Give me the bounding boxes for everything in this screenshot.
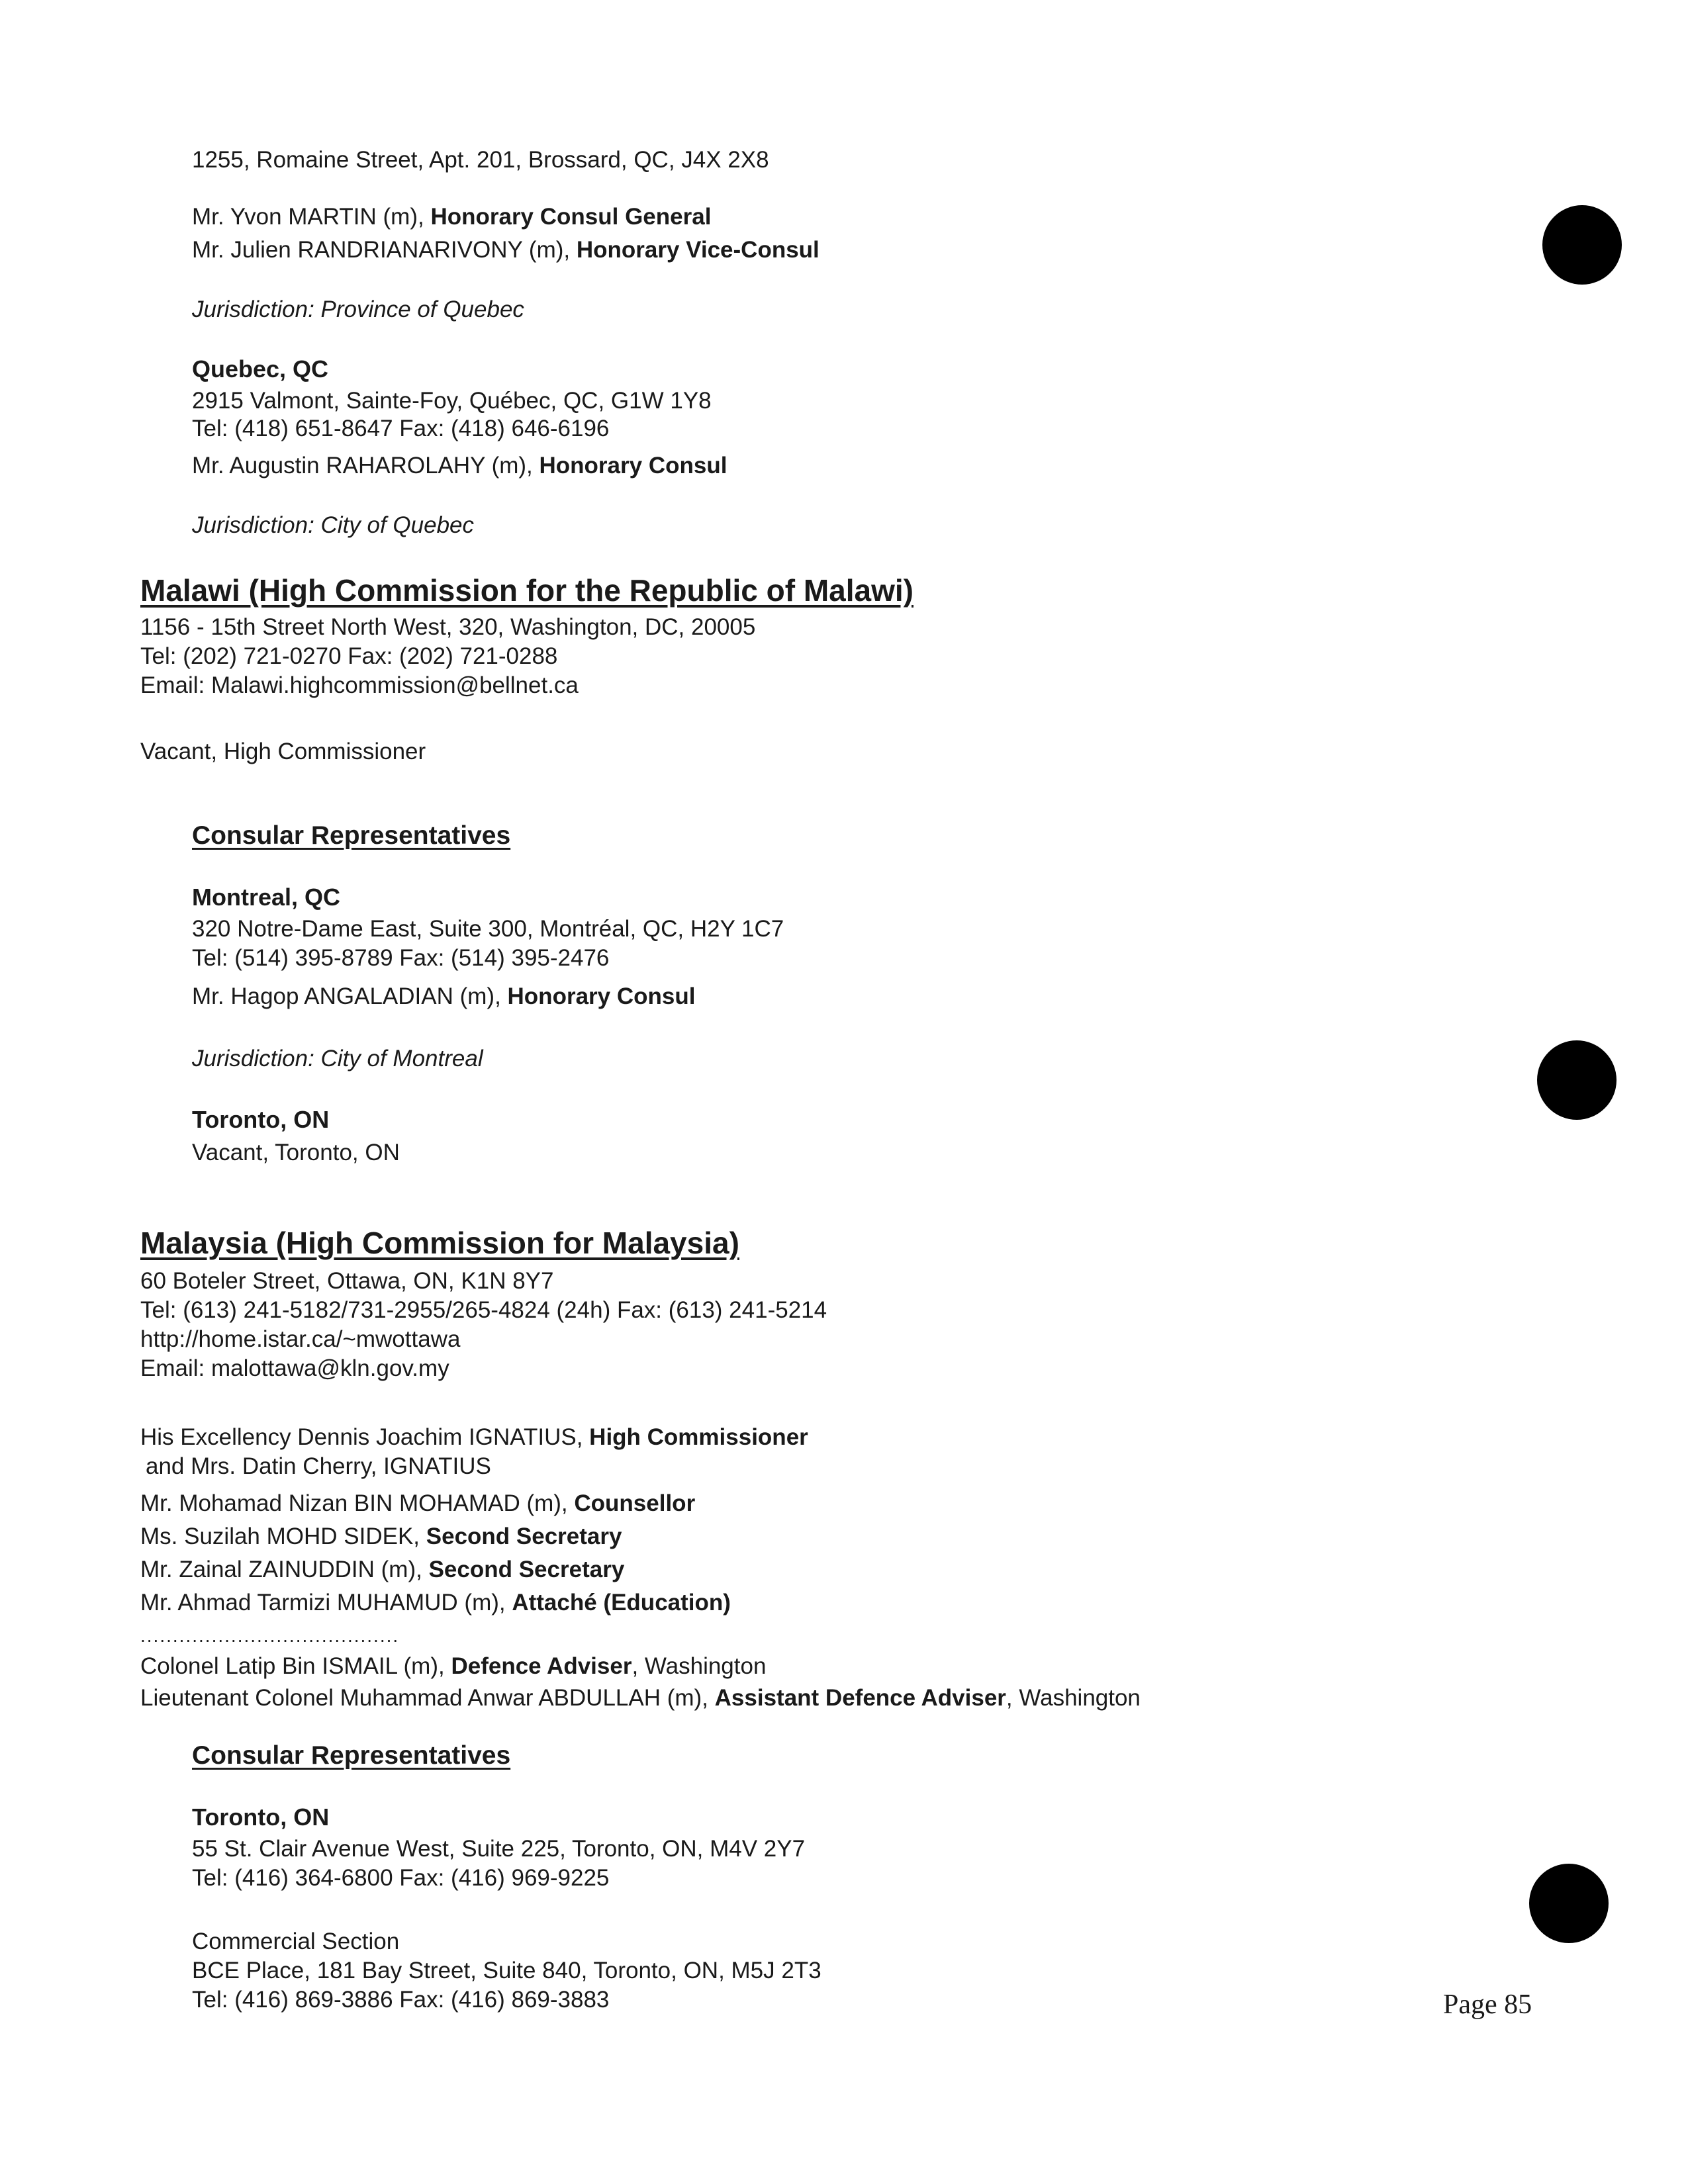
- address-line: BCE Place, 181 Bay Street, Suite 840, Toronto, ON, M5J 2T3: [192, 1958, 821, 1983]
- address-line: 1156 - 15th Street North West, 320, Washington, DC, 20005: [140, 614, 756, 640]
- tel-fax-line: Tel: (416) 869-3886 Fax: (416) 869-3883: [192, 1987, 610, 2013]
- dotted-separator: ........................................: [140, 1625, 400, 1646]
- person-name: Ms. Suzilah MOHD SIDEK,: [140, 1524, 426, 1549]
- person-name: Mr. Zainal ZAINUDDIN (m),: [140, 1557, 429, 1582]
- person-location: , Washington: [632, 1653, 767, 1679]
- person-title: Honorary Vice-Consul: [576, 237, 820, 263]
- person-name: Mr. Yvon MARTIN (m),: [192, 204, 431, 230]
- spouse-line: and Mrs. Datin Cherry, IGNATIUS: [146, 1453, 491, 1479]
- person-name: Lieutenant Colonel Muhammad Anwar ABDULLAH (m),: [140, 1685, 715, 1711]
- person-title: Second Secretary: [426, 1524, 622, 1549]
- person-title: Defence Adviser: [451, 1653, 632, 1679]
- city-heading: Toronto, ON: [192, 1803, 330, 1831]
- consular-representatives-heading: Consular Representatives: [192, 821, 511, 850]
- vacant-line: Vacant, Toronto, ON: [192, 1140, 400, 1165]
- page-number: Page 85: [1443, 1989, 1532, 2020]
- jurisdiction-note: Jurisdiction: City of Quebec: [192, 512, 475, 538]
- city-heading: Toronto, ON: [192, 1106, 330, 1133]
- person-name: Colonel Latip Bin ISMAIL (m),: [140, 1653, 451, 1679]
- tel-fax-line: Tel: (418) 651-8647 Fax: (418) 646-6196: [192, 416, 610, 441]
- person-entry: [140, 1489, 695, 1518]
- country-heading-malawi: Malawi (High Commission for the Republic of Malawi): [140, 573, 914, 608]
- person-title: Counsellor: [574, 1490, 696, 1516]
- person-entry: [192, 236, 820, 265]
- person-title: Assistant Defence Adviser: [714, 1685, 1006, 1711]
- punch-hole-top: [1542, 205, 1622, 285]
- person-title: Honorary Consul General: [430, 204, 712, 230]
- address-line: 2915 Valmont, Sainte-Foy, Québec, QC, G1W 1Y8: [192, 388, 712, 414]
- person-name: Mr. Hagop ANGALADIAN (m),: [192, 983, 508, 1009]
- tel-fax-line: Tel: (514) 395-8789 Fax: (514) 395-2476: [192, 945, 610, 971]
- person-entry: [140, 1588, 731, 1617]
- person-title: Honorary Consul: [539, 453, 727, 478]
- person-entry: [140, 1522, 622, 1551]
- person-entry: [140, 1555, 624, 1584]
- person-entry: [192, 982, 695, 1011]
- person-name: Mr. Mohamad Nizan BIN MOHAMAD (m),: [140, 1490, 575, 1516]
- email-line: Email: malottawa@kln.gov.my: [140, 1355, 449, 1381]
- address-line: 60 Boteler Street, Ottawa, ON, K1N 8Y7: [140, 1268, 554, 1294]
- tel-fax-line: Tel: (416) 364-6800 Fax: (416) 969-9225: [192, 1865, 610, 1891]
- city-heading: Quebec, QC: [192, 355, 329, 383]
- person-entry: [140, 1652, 766, 1681]
- person-entry: [192, 451, 727, 480]
- person-name: Mr. Julien RANDRIANARIVONY (m),: [192, 237, 577, 263]
- punch-hole-middle: [1537, 1040, 1617, 1120]
- tel-fax-line: Tel: (613) 241-5182/731-2955/265-4824 (24h) Fax: (613) 241-5214: [140, 1297, 827, 1323]
- person-name: His Excellency Dennis Joachim IGNATIUS,: [140, 1424, 590, 1450]
- city-heading: Montreal, QC: [192, 884, 341, 911]
- punch-hole-bottom: [1529, 1864, 1609, 1943]
- person-entry: [140, 1684, 1141, 1713]
- address-line: 320 Notre-Dame East, Suite 300, Montréal, QC, H2Y 1C7: [192, 916, 784, 942]
- head-of-mission: Vacant, High Commissioner: [140, 739, 426, 764]
- section-label: Commercial Section: [192, 1929, 400, 1954]
- person-entry: [192, 203, 711, 232]
- person-title: Honorary Consul: [507, 983, 696, 1009]
- person-title: High Commissioner: [589, 1424, 808, 1450]
- person-title: Second Secretary: [428, 1557, 625, 1582]
- person-name: Mr. Ahmad Tarmizi MUHAMUD (m),: [140, 1590, 512, 1615]
- email-line: Email: Malawi.highcommission@bellnet.ca: [140, 672, 579, 698]
- person-entry: [140, 1423, 808, 1452]
- address-line: 55 St. Clair Avenue West, Suite 225, Toronto, ON, M4V 2Y7: [192, 1836, 806, 1862]
- tel-fax-line: Tel: (202) 721-0270 Fax: (202) 721-0288: [140, 643, 558, 669]
- country-heading-malaysia: Malaysia (High Commission for Malaysia): [140, 1226, 739, 1260]
- jurisdiction-note: Jurisdiction: Province of Quebec: [192, 296, 524, 322]
- address-line: 1255, Romaine Street, Apt. 201, Brossard, QC, J4X 2X8: [192, 147, 769, 173]
- website-line: http://home.istar.ca/~mwottawa: [140, 1326, 461, 1352]
- person-title: Attaché (Education): [512, 1590, 731, 1615]
- person-name: Mr. Augustin RAHAROLAHY (m),: [192, 453, 539, 478]
- jurisdiction-note: Jurisdiction: City of Montreal: [192, 1046, 483, 1071]
- consular-representatives-heading: Consular Representatives: [192, 1741, 511, 1770]
- person-location: , Washington: [1006, 1685, 1141, 1711]
